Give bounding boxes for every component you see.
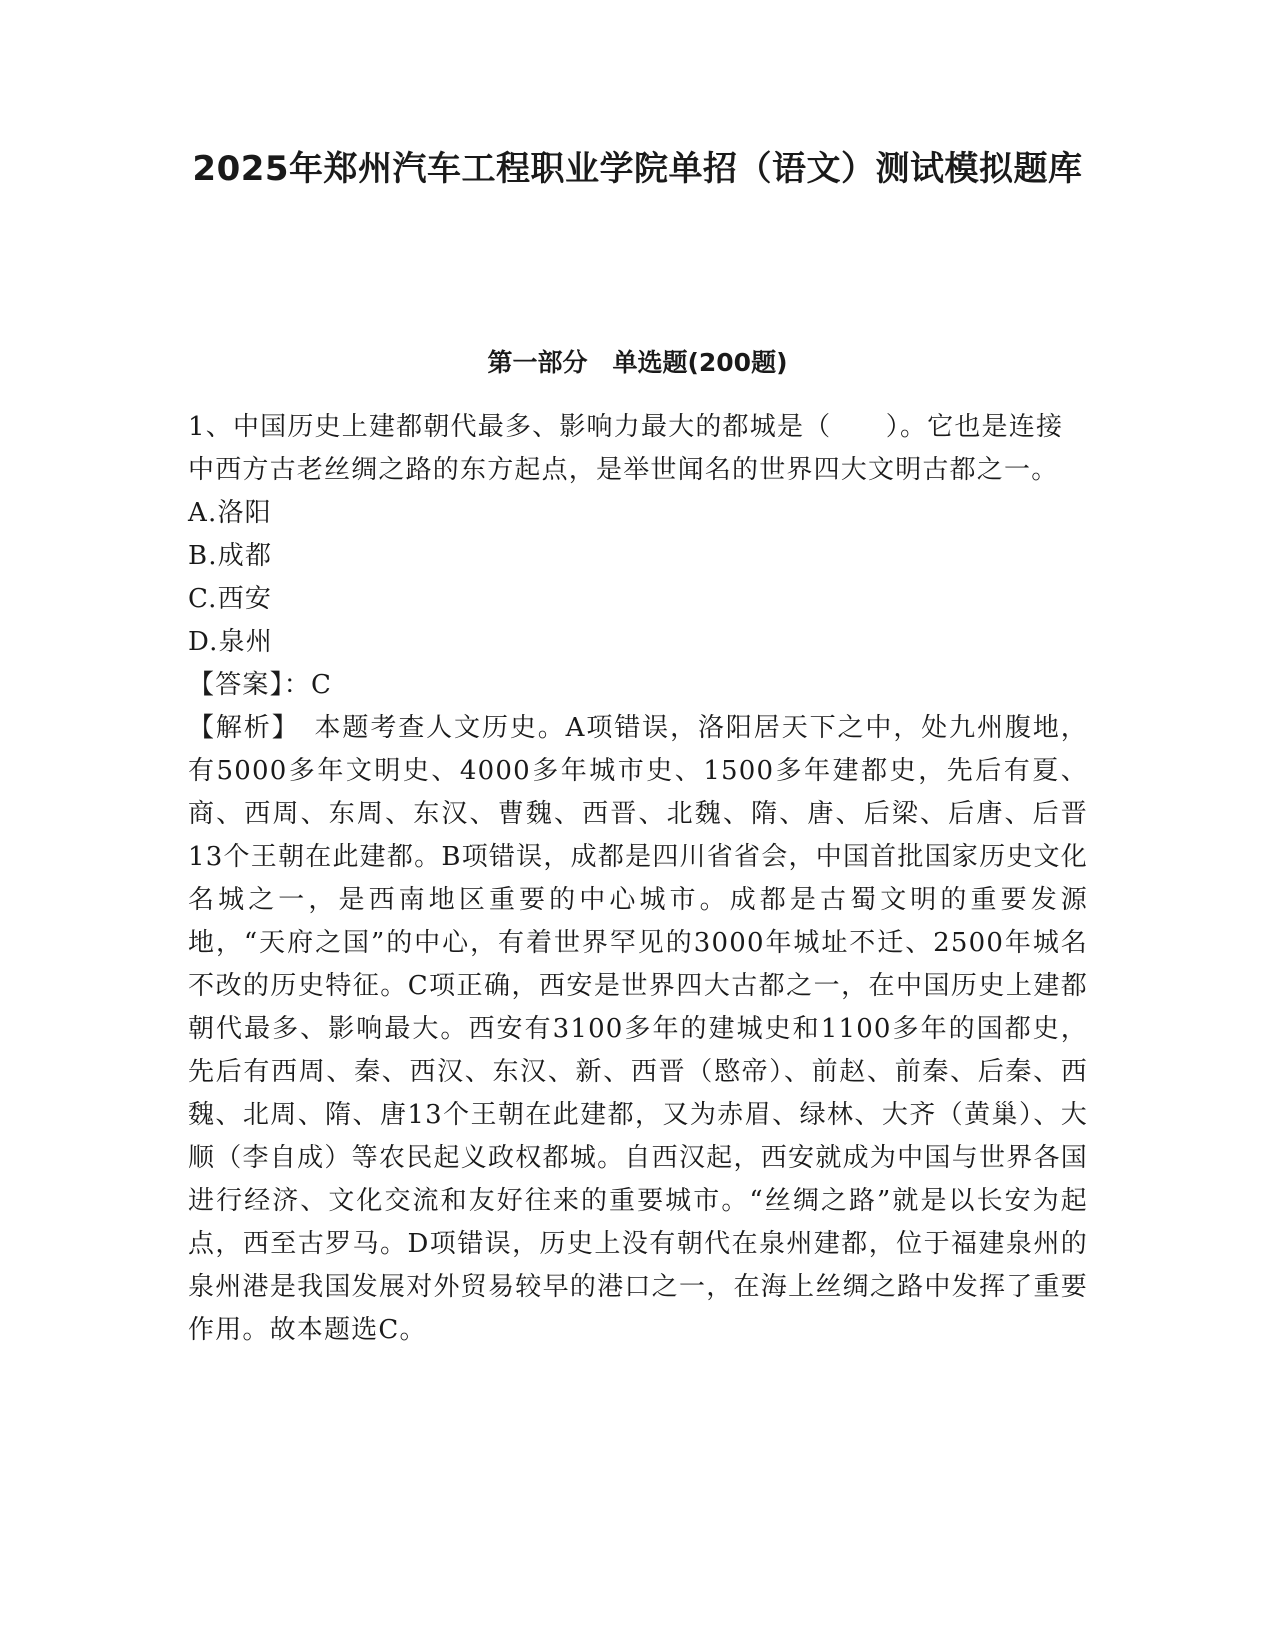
answer-label: 【答案】： bbox=[188, 670, 312, 700]
question-stem: 1、中国历史上建都朝代最多、影响力最大的都城是（ ）。它也是连接中西方古老丝绸之路的东方起点，是举世闻名的世界四大文明古都之一。 bbox=[188, 412, 1064, 485]
question-block bbox=[188, 406, 1088, 1352]
option-b: B.成都 bbox=[188, 541, 273, 571]
analysis bbox=[188, 707, 1088, 1352]
option-c: C.西安 bbox=[188, 584, 273, 614]
document-title: 2025年郑州汽车工程职业学院单招（语文）测试模拟题库 bbox=[192, 149, 1083, 189]
analysis-label: 【解析】 bbox=[188, 713, 315, 743]
option-d: D.泉州 bbox=[188, 627, 273, 657]
section-heading: 第一部分 单选题(200题) bbox=[487, 348, 788, 377]
answer-line bbox=[188, 664, 1088, 707]
analysis-text: 本题考查人文历史。A项错误，洛阳居天下之中，处九州腹地，有5000多年文明史、4000多年城市史、1500多年建都史，先后有夏、商、西周、东周、东汉、曹魏、西晋、北魏、隋、唐、后梁、后唐、后晋13个王朝在此建都。B项错误，成都是四川省省会，中国首批国家历史文化名城之一，是西南地区重要的中心城市。成都是古蜀文明的重要发源地，“天府之国”的中心，有着世界罕见的3000年城址不迁、2500年城名不改的历史特征。C项正确，西安是世界四大古都之一，在中国历史上建都朝代最多、影响最大。西安有3100多年的建城史和1100多年的国都史，先后有西周、秦、西汉、东汉、新、西晋（愍帝）、前赵、前秦、后秦、西魏、北周、隋、唐13个王朝在此建都，又为赤眉、绿林、大齐（黄巢）、大顺（李自成）等农民起义政权都城。自西汉起，西安就成为中国与世界各国进行经济、文化交流和友好往来的重要城市。“丝绸之路”就是以长安为起点，西至古罗马。D项错误，历史上没有朝代在泉州建都，位于福建泉州的泉州港是我国发展对外贸易较早的港口之一，在海上丝绸之路中发挥了重要作用。故本题选C。 bbox=[188, 713, 1088, 1345]
option-a: A.洛阳 bbox=[188, 498, 272, 528]
answer-value: C bbox=[311, 670, 333, 700]
